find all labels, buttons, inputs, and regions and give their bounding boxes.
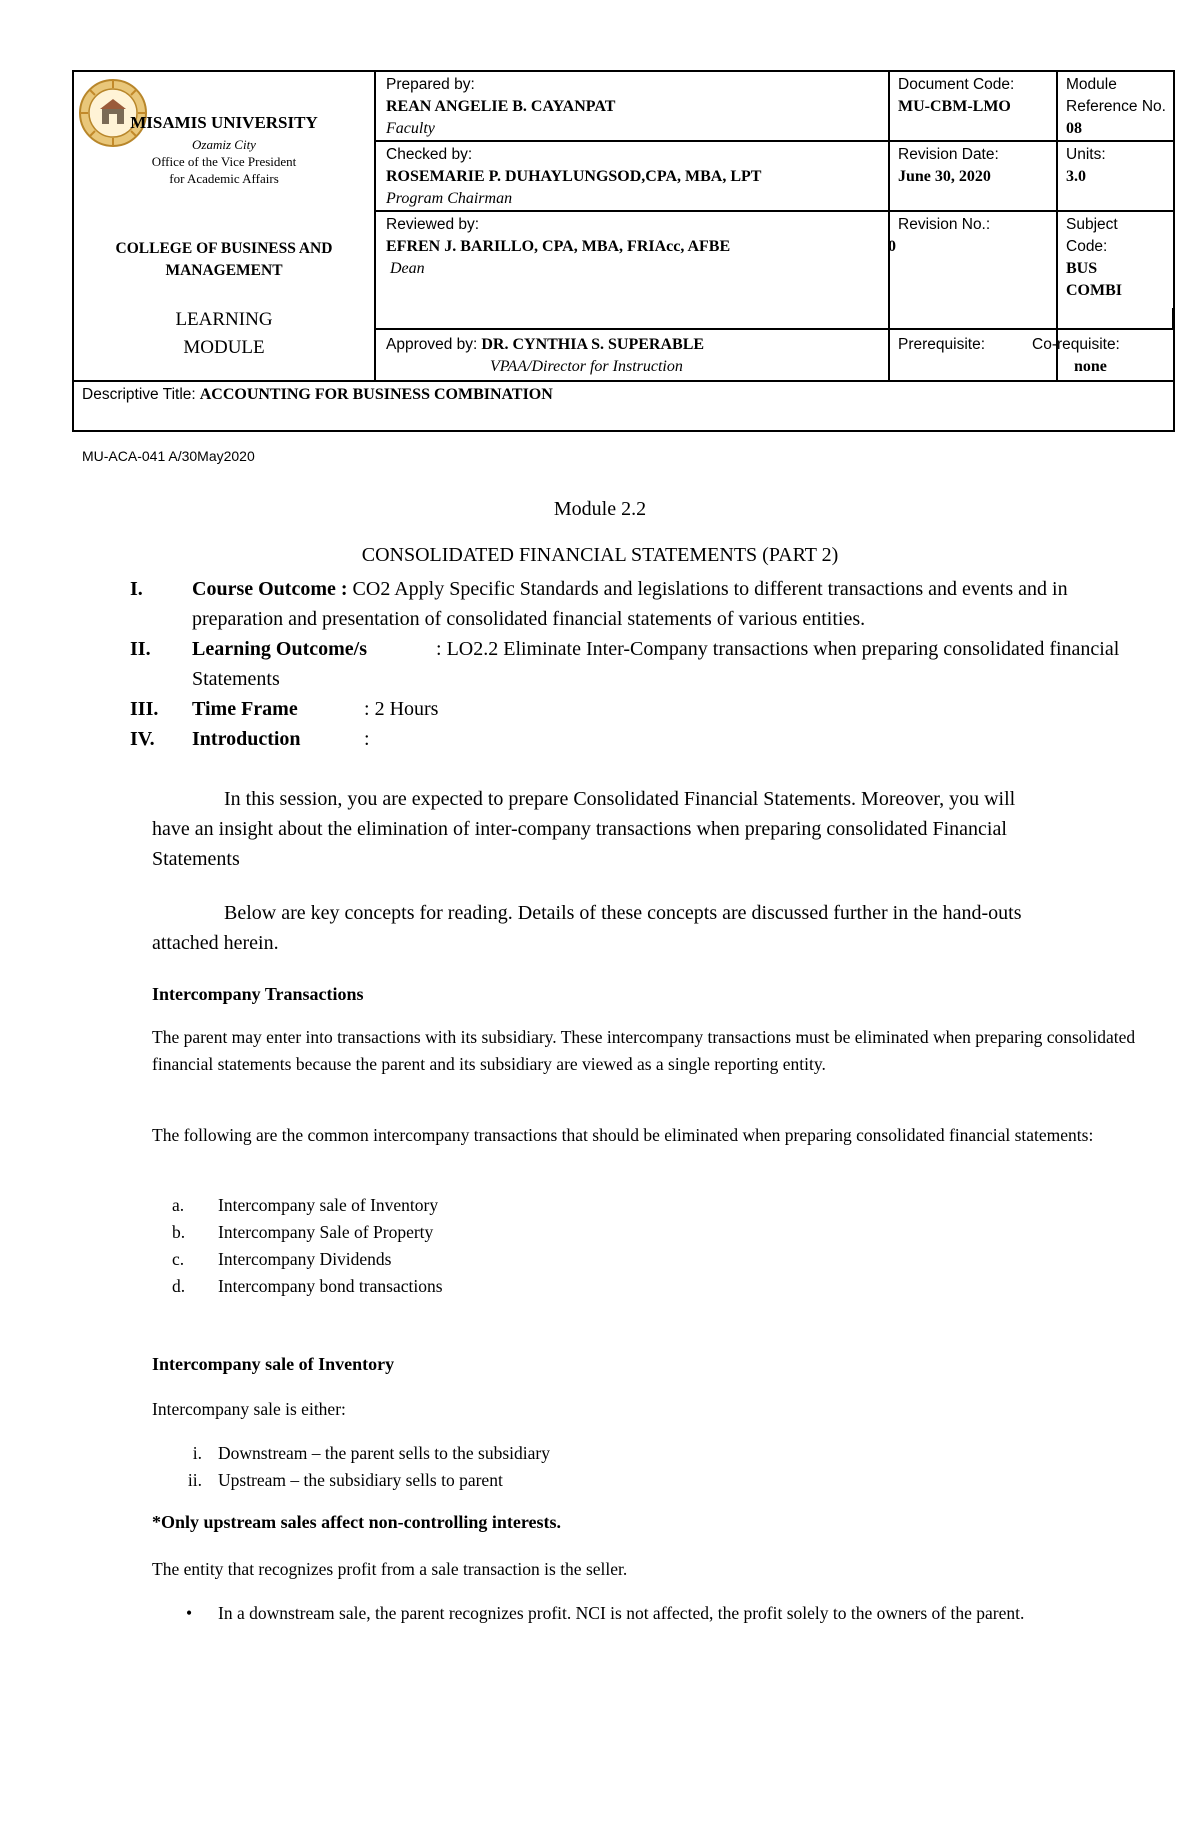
section-number: III. <box>130 698 159 720</box>
list-item <box>152 1192 1142 1219</box>
rev-date-label: Revision Date: <box>898 146 999 163</box>
subject-value: BUS COMBI <box>1066 260 1122 299</box>
divider <box>374 210 1173 212</box>
list-marker: i. <box>192 1443 202 1463</box>
inventory-list <box>152 1440 1142 1494</box>
bullet-list <box>152 1600 1132 1627</box>
doc-code-label: Document Code: <box>898 76 1015 93</box>
doc-code-cell <box>898 74 1053 118</box>
intro-paragraph-2: Below are key concepts for reading. Details of these concepts are discussed further in the hand-outs attached herein. <box>152 902 1022 954</box>
section-text: CO2 Apply Specific Standards and legislations to different transactions and events and in preparation and presentation of consolidated financial statements of various entities. <box>192 578 1068 630</box>
units-cell <box>1066 144 1166 188</box>
prepared-name: REAN ANGELIE B. CAYANPAT <box>386 98 616 115</box>
rev-date-cell <box>898 144 1053 188</box>
list-item-text: In a downstream sale, the parent recognizes profit. NCI is not affected, the profit solely to the owners of the parent. <box>218 1603 1025 1623</box>
list-item <box>152 1246 1142 1273</box>
reviewed-label: Reviewed by: <box>386 216 480 233</box>
rev-no-label: Revision No.: <box>898 216 991 233</box>
list-item-text: Upstream – the subsidiary sells to parent <box>218 1470 503 1490</box>
outcome-sections <box>130 574 1130 754</box>
section-number: IV. <box>130 728 155 750</box>
prepared-role: Faculty <box>386 120 435 137</box>
coreq-cell <box>1032 334 1170 378</box>
desc-value: ACCOUNTING FOR BUSINESS COMBINATION <box>199 386 553 403</box>
office-line1: Office of the Vice President <box>151 154 297 169</box>
list-item-text: Downstream – the parent sells to the subsidiary <box>218 1443 550 1463</box>
section-number: I. <box>130 578 143 600</box>
list-item <box>152 1440 1142 1467</box>
rev-date-value: June 30, 2020 <box>898 168 991 185</box>
section-colon: : <box>364 728 370 750</box>
module-title: Module 2.2 <box>553 498 647 520</box>
city: Ozamiz City <box>192 137 256 152</box>
prereq-label: Prerequisite: <box>898 336 986 353</box>
divider <box>374 72 376 382</box>
inventory-paragraph-2: The entity that recognizes profit from a sale transaction is the seller. <box>152 1559 628 1579</box>
list-item-text: Intercompany sale of Inventory <box>218 1195 439 1215</box>
university-block <box>74 72 374 382</box>
intercompany-paragraph-1: The parent may enter into transactions with its subsidiary. These intercompany transactions must be eliminated when preparing consolidated financial statements because the parent and its subsidiary are viewed as a single reporting entity. <box>152 1027 1136 1074</box>
section-introduction <box>130 724 1130 754</box>
subject-label: Subject Code: <box>1066 216 1118 255</box>
section-colon: : <box>436 638 442 660</box>
units-label: Units: <box>1066 146 1106 163</box>
checked-name: ROSEMARIE P. DUHAYLUNGSOD,CPA, MBA, LPT <box>386 168 762 185</box>
section-number: II. <box>130 638 151 660</box>
list-item <box>152 1467 1142 1494</box>
approved-cell <box>386 334 881 378</box>
list-marker: c. <box>172 1249 185 1269</box>
section-course-outcome <box>130 574 1130 634</box>
divider <box>1172 308 1174 330</box>
intro-paragraph-1: In this session, you are expected to prepare Consolidated Financial Statements. Moreover, you will have an insight about the elimination of inter-company transactions when preparing consolidated Financial Statements <box>152 788 1016 870</box>
section-label: Learning Outcome/s <box>192 638 367 660</box>
college-name: COLLEGE OF BUSINESS AND MANAGEMENT <box>115 240 333 279</box>
office-line2: for Academic Affairs <box>169 171 279 186</box>
checked-role: Program Chairman <box>386 190 513 207</box>
inventory-note: *Only upstream sales affect non-controlling interests. <box>152 1512 561 1532</box>
section-text: 2 Hours <box>374 698 439 720</box>
prepared-cell <box>386 74 881 140</box>
list-item <box>152 1273 1142 1300</box>
doc-type: LEARNING MODULE <box>175 309 273 358</box>
section-learning-outcome <box>130 634 1130 694</box>
divider <box>374 328 1173 330</box>
approved-role: VPAA/Director for Instruction <box>490 358 683 375</box>
list-item <box>152 1219 1142 1246</box>
doc-code-value: MU-CBM-LMO <box>898 98 1011 115</box>
divider <box>888 72 890 382</box>
list-marker: d. <box>172 1276 186 1296</box>
reviewed-name: EFREN J. BARILLO, CPA, MBA, FRIAcc, AFBE <box>386 238 731 255</box>
module-subtitle: CONSOLIDATED FINANCIAL STATEMENTS (PART 2) <box>361 544 839 566</box>
rev-no-cell <box>888 214 1053 258</box>
section-text: LO2.2 Eliminate Inter-Company transactions when preparing consolidated financial Statements <box>192 638 1120 690</box>
list-marker: a. <box>172 1195 185 1215</box>
inventory-heading: Intercompany sale of Inventory <box>152 1354 395 1374</box>
checked-cell <box>386 144 881 210</box>
desc-label: Descriptive Title: <box>82 386 196 403</box>
section-label: Introduction <box>192 728 301 750</box>
subject-cell <box>1066 214 1166 302</box>
descriptive-title <box>82 384 1162 406</box>
list-item-text: Intercompany Dividends <box>218 1249 392 1269</box>
module-ref-value: 08 <box>1066 120 1082 137</box>
intercompany-list <box>152 1192 1142 1300</box>
coreq-label: Co-requisite: <box>1032 336 1120 353</box>
prepared-label: Prepared by: <box>386 76 475 93</box>
header-table <box>72 70 1175 432</box>
checked-label: Checked by: <box>386 146 473 163</box>
units-value: 3.0 <box>1066 168 1086 185</box>
divider <box>374 140 1173 142</box>
approved-label: Approved by: <box>386 336 478 353</box>
approved-name: DR. CYNTHIA S. SUPERABLE <box>481 336 705 353</box>
section-colon: : <box>364 698 370 720</box>
section-time-frame <box>130 694 1130 724</box>
list-marker: b. <box>172 1222 186 1242</box>
rev-no-value: 0 <box>888 238 896 255</box>
module-ref-label: Module Reference No. <box>1066 76 1166 115</box>
section-label: Course Outcome : <box>192 578 348 600</box>
section-label: Time Frame <box>192 698 298 720</box>
form-code: MU-ACA-041 A/30May2020 <box>82 448 255 464</box>
list-item-text: Intercompany bond transactions <box>218 1276 443 1296</box>
list-item <box>152 1600 1132 1627</box>
university-name: MISAMIS UNIVERSITY <box>130 113 318 132</box>
intercompany-paragraph-2: The following are the common intercompany transactions that should be eliminated when preparing consolidated financial statements: <box>152 1125 1094 1145</box>
inventory-paragraph-1: Intercompany sale is either: <box>152 1399 346 1419</box>
prereq-cell <box>898 334 1053 356</box>
list-marker: ii. <box>187 1470 202 1490</box>
coreq-value: none <box>1074 358 1107 375</box>
module-ref-cell <box>1066 74 1174 140</box>
list-item-text: Intercompany Sale of Property <box>218 1222 434 1242</box>
reviewed-cell <box>386 214 881 280</box>
bullet-icon: • <box>186 1603 193 1623</box>
intercompany-heading: Intercompany Transactions <box>152 984 364 1004</box>
reviewed-role: Dean <box>390 260 425 277</box>
